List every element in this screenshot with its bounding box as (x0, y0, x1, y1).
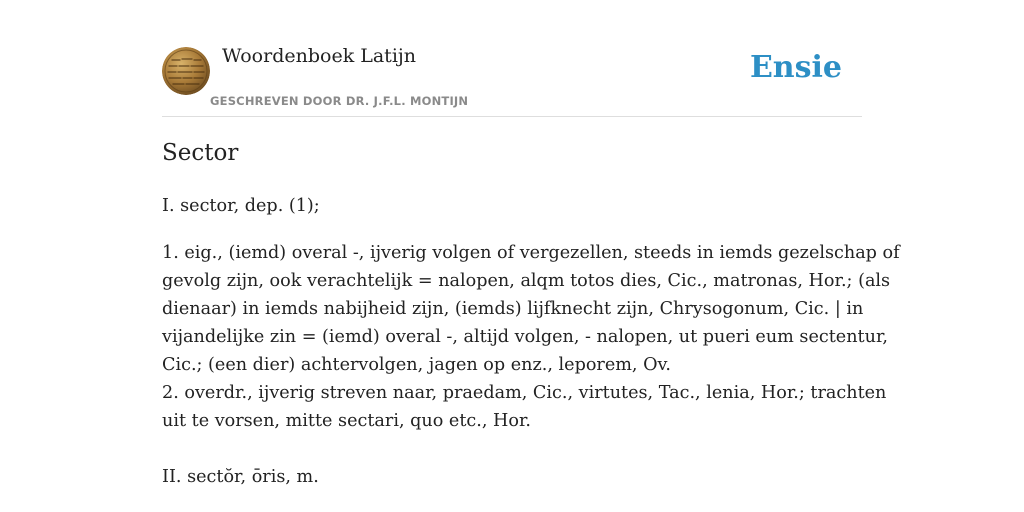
entry-senses (162, 239, 900, 435)
site-title[interactable]: Woordenboek Latijn (222, 45, 417, 67)
sense-line: vijandelijke zin = (iemd) overal -, altijd volgen, - nalopen, ut pueri eum sectentur, (162, 327, 889, 347)
page (162, 0, 900, 512)
author-avatar[interactable] (162, 47, 210, 95)
latin-inscription-coin-icon (162, 47, 210, 95)
entry-title: Sector (162, 140, 239, 166)
sense-line: dienaar) in iemds nabijheid zijn, (iemds) lijfknecht zijn, Chrysogonum, Cic. | in (162, 299, 864, 319)
entry-heading-2: II. sectŏr, ōris, m. (162, 467, 319, 487)
ensie-logo[interactable]: Ensie (749, 50, 842, 85)
sense-line: 1. eig., (iemd) overal -, ijverig volgen of vergezellen, steeds in iemds gezelschap of (162, 243, 900, 263)
sense-line: Cic.; (een dier) achtervolgen, jagen op enz., leporem, Ov. (162, 355, 671, 375)
sense-line: gevolg zijn, ook verachtelijk = nalopen, alqm totos dies, Cic., matronas, Hor.; (als (162, 271, 891, 291)
entry-heading-1: I. sector, dep. (1); (162, 196, 320, 216)
author-byline[interactable]: GESCHREVEN DOOR DR. J.F.L. MONTIJN (210, 94, 469, 108)
site-header (162, 0, 862, 117)
sense-line: 2. overdr., ijverig streven naar, praedam, Cic., virtutes, Tac., lenia, Hor.; trachten (162, 383, 887, 403)
sense-line: uit te vorsen, mitte sectari, quo etc., Hor. (162, 411, 532, 431)
